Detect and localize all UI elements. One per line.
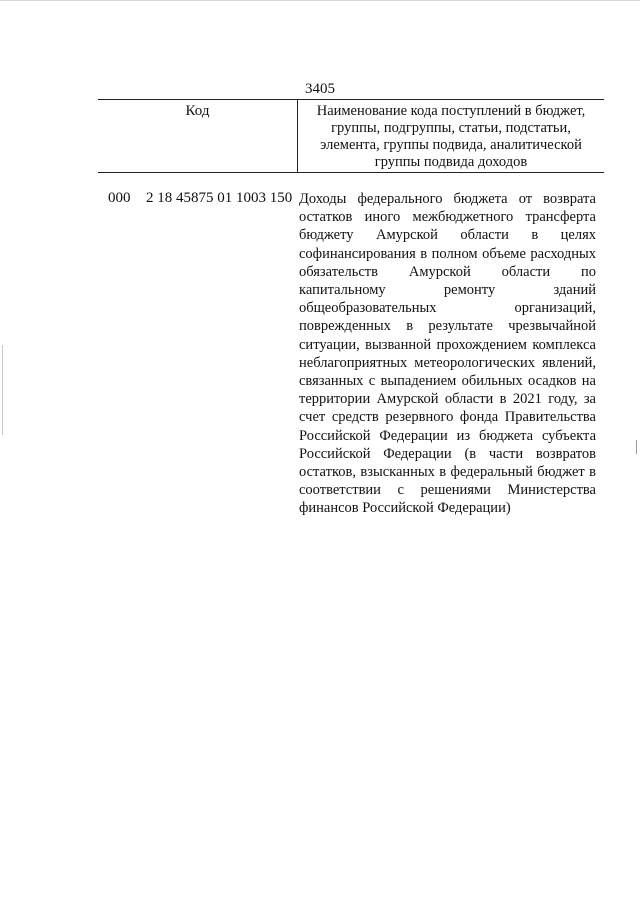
- income-description: Доходы федерального бюджета от возврата остатков иного межбюджетного трансферта бюджету Амурской области в целях софинансирования в полном объеме расходных обязательств Амурской области по капитальному ремонту зданий общеобразовательных организаций, поврежденных в результате чрезвычайной ситуации, вызванной прохождением комплекса неблагоприятных метеорологических явлений, связанных с выпадением обильных осадков на территории Амурской области в 2021 году, за счет средств резервного фонда Правительства Российской Федерации из бюджета субъекта Российской Федерации (в части возвратов остатков, взысканных в федеральный бюджет в соответствии с решениями Министерства финансов Российской Федерации): [299, 191, 596, 517]
- scan-edge: [0, 0, 640, 1]
- admin-code: 000: [108, 190, 131, 206]
- table-header: [98, 99, 604, 173]
- code-column-header: Код: [98, 100, 298, 172]
- name-column-header: Наименование кода поступлений в бюджет, группы, подгруппы, статьи, подстатьи, элемента, группы подвида, аналитической группы подвида доходов: [316, 103, 586, 170]
- scan-margin-mark: [2, 345, 3, 435]
- budget-classification-code: 2 18 45875 01 1003 150: [146, 190, 293, 206]
- page-number: 3405: [305, 81, 335, 97]
- scan-margin-mark: [636, 440, 637, 454]
